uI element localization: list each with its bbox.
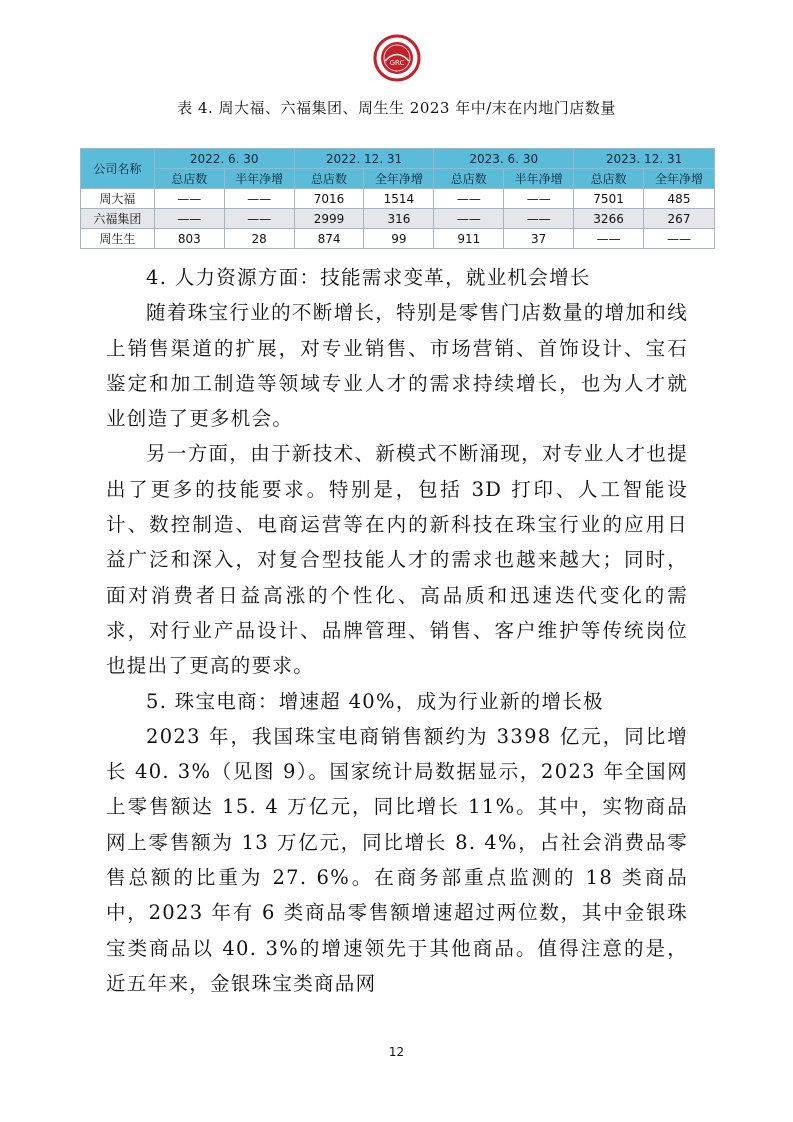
header-company: 公司名称: [81, 149, 155, 189]
company-name: 周生生: [81, 229, 155, 249]
table-cell: 803: [154, 229, 224, 249]
subheader: 总店数: [154, 169, 224, 189]
store-count-table: [80, 148, 715, 249]
table-cell: 316: [364, 209, 434, 229]
table-cell: 99: [364, 229, 434, 249]
company-name: 周大福: [81, 189, 155, 209]
subheader: 全年净增: [364, 169, 434, 189]
table-cell: 7501: [574, 189, 644, 209]
table-caption: 表 4. 周大福、六福集团、周生生 2023 年中/末在内地门店数量: [177, 99, 616, 117]
header-period: 2023. 6. 30: [434, 149, 574, 169]
section-heading-hr: 4. 人力资源方面：技能需求变革，就业机会增长: [146, 266, 591, 289]
subheader: 总店数: [294, 169, 364, 189]
header-period: 2022. 12. 31: [294, 149, 434, 169]
article-body: [106, 260, 688, 1001]
page-number: 12: [388, 1045, 405, 1059]
table-cell: 911: [434, 229, 504, 249]
section-heading-ecommerce: 5. 珠宝电商：增速超 40%，成为行业新的增长极: [146, 689, 604, 713]
table-cell: ——: [154, 189, 224, 209]
table-cell: ——: [434, 209, 504, 229]
table-cell: 3266: [574, 209, 644, 229]
paragraph: 随着珠宝行业的不断增长，特别是零售门店数量的增加和线上销售渠道的扩展，对专业销售、市场营销、首饰设计、宝石鉴定和加工制造等领域专业人才的需求持续增长，也为人才就业创造了更多机会。: [106, 301, 688, 431]
paragraph: 另一方面，由于新技术、新模式不断涌现，对专业人才也提出了更多的技能要求。特别是，包括 3D 打印、人工智能设计、数控制造、电商运营等在内的新科技在珠宝行业的应用日益广泛和深入，对复合型技能人才的需求也越来越大；同时，面对消费者日益高涨的个性化、高品质和迅速迭代变化的需求，对行业产品设计、品牌管理、销售、客户维护等传统岗位也提出了更高的要求。: [106, 442, 688, 678]
header-period: 2022. 6. 30: [154, 149, 294, 169]
subheader: 全年净增: [644, 169, 715, 189]
table-cell: ——: [574, 229, 644, 249]
table-cell: 28: [224, 229, 294, 249]
logo-text: GRC: [389, 59, 405, 67]
table-cell: ——: [154, 209, 224, 229]
table-header-row: [81, 149, 715, 169]
grc-seal-logo-icon: [373, 34, 421, 82]
table-cell: 37: [504, 229, 574, 249]
header-period: 2023. 12. 31: [574, 149, 715, 169]
table-cell: ——: [504, 189, 574, 209]
table-cell: 485: [644, 189, 715, 209]
subheader: 总店数: [434, 169, 504, 189]
subheader: 半年净增: [504, 169, 574, 189]
table-row: [81, 229, 715, 249]
subheader: 半年净增: [224, 169, 294, 189]
table-cell: 1514: [364, 189, 434, 209]
paragraph: 2023 年，我国珠宝电商销售额约为 3398 亿元，同比增长 40. 3%（见图 9）。国家统计局数据显示，2023 年全国网上零售额达 15. 4 万亿元，同比增长 11%。其中，实物商品网上零售额为 13 万亿元，同比增长 8. 4%，占社会消费品零售总额的比重为 27. 6%。在商务部重点监测的 18 类商品中，2023 年有 6 类商品零售额增速超过两位数，其中金银珠宝类商品以 40. 3%的增速领先于其他商品。值得注意的是，近五年来，金银珠宝类商品网: [106, 724, 688, 995]
company-name: 六福集团: [81, 209, 155, 229]
table-row: [81, 189, 715, 209]
table-cell: ——: [224, 209, 294, 229]
table-cell: ——: [224, 189, 294, 209]
table-cell: 7016: [294, 189, 364, 209]
table-subheader-row: [81, 169, 715, 189]
table-cell: ——: [434, 189, 504, 209]
table-row: [81, 209, 715, 229]
subheader: 总店数: [574, 169, 644, 189]
table-cell: ——: [504, 209, 574, 229]
table-cell: 267: [644, 209, 715, 229]
table-cell: 874: [294, 229, 364, 249]
table-cell: ——: [644, 229, 715, 249]
table-cell: 2999: [294, 209, 364, 229]
